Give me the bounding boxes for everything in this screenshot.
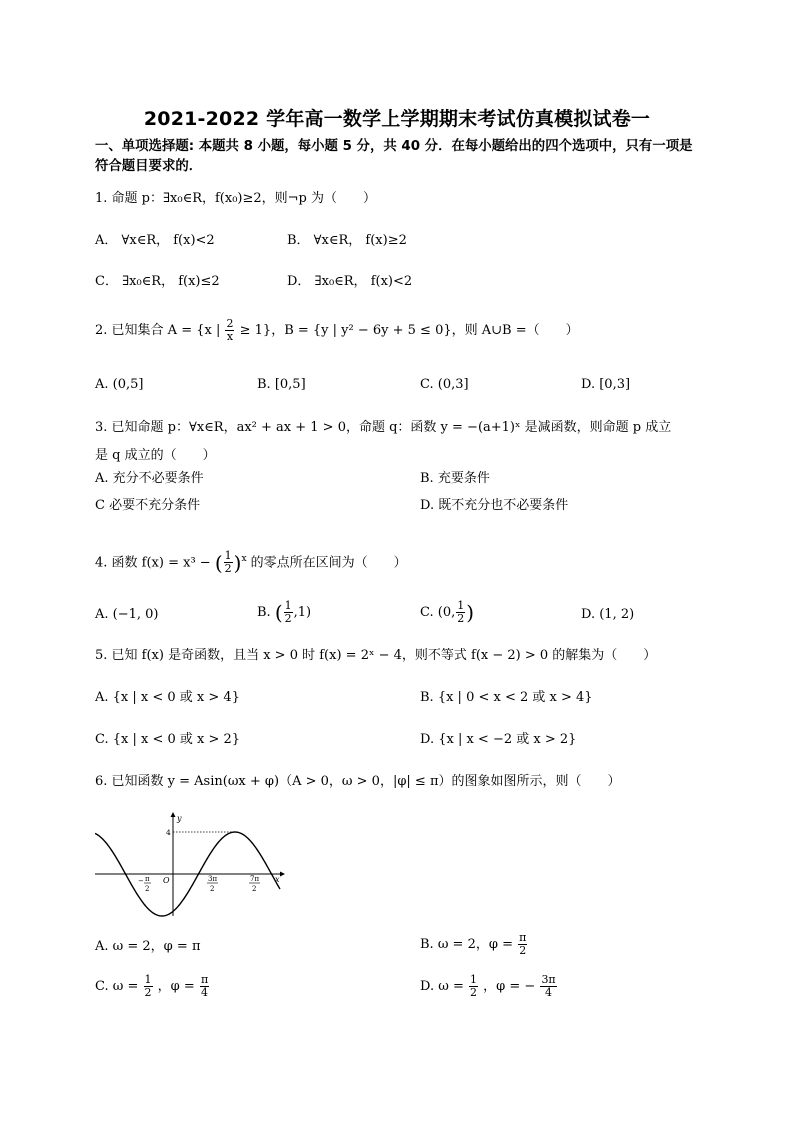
question-2-stem-a: 2. 已知集合 A = {x |	[95, 323, 221, 338]
tick1-sign: −	[138, 877, 144, 885]
question-6-option-c-prefix: C. ω =	[95, 979, 139, 994]
question-6-option-c-mid: ，φ =	[157, 979, 195, 994]
question-4-option-b-den: 2	[284, 612, 292, 625]
question-4-option-c-num: 1	[457, 599, 465, 612]
question-4-option-b-paren: (	[274, 600, 283, 625]
question-6-option-d-den2: 4	[545, 986, 553, 999]
question-6-option-c	[95, 974, 210, 999]
question-1-option-c: C． ∃x₀∈R， f(x)≤2	[95, 274, 220, 289]
question-6-option-d-fraction-1	[469, 974, 478, 999]
question-6-stem: 6. 已知函数 y = Asin(ωx + φ)（A > 0，ω > 0，|φ| ≤ π）的图象如图所示，则（ ）	[95, 774, 621, 789]
question-5-option-a: A. {x | x < 0 或 x > 4}	[95, 690, 240, 705]
question-3-stem-cont: 是 q 成立的（ ）	[95, 448, 216, 463]
question-4-option-b	[257, 600, 311, 625]
question-6-option-b-den: 2	[519, 944, 527, 957]
question-4-frac-den: 2	[224, 562, 232, 576]
question-6-option-d	[420, 974, 558, 999]
y-axis-arrow	[171, 812, 176, 817]
question-2-frac-den: x	[226, 330, 234, 343]
tick2-den: 2	[210, 885, 215, 893]
question-5-option-c: C. {x | x < 0 或 x > 2}	[95, 732, 241, 747]
question-2-option-d: D. [0,3]	[581, 377, 631, 392]
question-4-stem	[95, 550, 407, 575]
question-4-paren-right: )	[233, 550, 242, 575]
question-5-stem: 5. 已知 f(x) 是奇函数，且当 x > 0 时 f(x) = 2ˣ − 4，则不等式 f(x − 2) > 0 的解集为（ ）	[95, 648, 657, 663]
origin-label: O	[163, 876, 170, 885]
section-heading-line1: 一、单项选择题: 本题共 8 小题，每小题 5 分，共 40 分．在每小题给出的四个选项中，只有一项是	[95, 139, 693, 154]
question-4-option-b-fraction	[284, 600, 293, 625]
question-6-option-c-fraction-2	[200, 974, 209, 999]
question-1-option-a: A． ∀x∈R， f(x)<2	[95, 233, 215, 248]
question-4-option-b-prefix: B.	[257, 605, 271, 620]
section-heading	[95, 137, 705, 177]
question-6-option-c-fraction-1	[144, 974, 153, 999]
question-3-option-d: D. 既不充分也不必要条件	[420, 498, 569, 513]
sine-graph	[95, 812, 285, 918]
question-4-option-d: D. (1, 2)	[581, 607, 635, 622]
tick2-num: 3π	[208, 875, 218, 883]
x-axis-arrow	[280, 872, 285, 877]
question-4-fraction	[224, 550, 233, 575]
question-5-option-b: B. {x | 0 < x < 2 或 x > 4}	[420, 690, 593, 705]
question-4-option-c-den: 2	[457, 612, 465, 625]
question-1-stem: 1. 命题 p：∃x₀∈R，f(x₀)≥2，则¬p 为（ ）	[95, 191, 377, 206]
question-4-exponent: x	[241, 554, 247, 564]
question-4-stem-b: 的零点所在区间为（ ）	[250, 555, 407, 571]
tick1-den: 2	[145, 885, 150, 893]
question-6-option-b-fraction	[518, 932, 527, 957]
question-2-frac-num: 2	[226, 317, 234, 330]
question-4-option-c	[420, 600, 474, 625]
question-6-option-d-num2: 3π	[541, 973, 556, 986]
question-4-frac-num: 1	[224, 549, 232, 563]
question-6-option-c-den1: 2	[144, 986, 152, 999]
question-6-option-d-prefix: D. ω =	[420, 979, 464, 994]
tick1-num: π	[145, 875, 150, 883]
question-6-option-b-num: π	[519, 931, 527, 944]
question-2-option-b: B. [0,5]	[257, 377, 306, 392]
question-6-option-b	[420, 932, 528, 957]
question-6-option-d-den1: 2	[470, 986, 477, 999]
question-4-option-a: A. (−1, 0)	[95, 607, 159, 622]
question-6-option-b-prefix: B. ω = 2，φ =	[420, 937, 513, 952]
question-2-fraction	[225, 318, 234, 343]
tick3-num: 7π	[250, 875, 260, 883]
question-6-option-d-mid: ，φ = −	[483, 979, 536, 994]
question-3-option-c: C 必要不充分条件	[95, 498, 201, 513]
question-1-option-b: B． ∀x∈R， f(x)≥2	[287, 233, 407, 248]
question-3-option-a: A. 充分不必要条件	[95, 471, 204, 486]
question-4-option-b-suffix: ,1)	[293, 605, 312, 620]
tick3-den: 2	[252, 885, 257, 893]
question-4-option-c-prefix: C.	[420, 605, 434, 620]
x-axis-label: x	[275, 875, 280, 884]
question-3-stem: 3. 已知命题 p：∀x∈R，ax² + ax + 1 > 0，命题 q：函数 y = −(a+1)ˣ 是减函数，则命题 p 成立	[95, 420, 672, 435]
page-title: 2021-2022 学年高一数学上学期期末考试仿真模拟试卷一	[143, 108, 651, 130]
question-6-option-c-num2: π	[200, 973, 209, 986]
question-3-option-b: B. 充要条件	[420, 471, 490, 486]
question-4-option-b-num: 1	[284, 599, 292, 612]
question-4-option-c-mid: (0,	[437, 605, 456, 620]
question-5-option-d: D. {x | x < −2 或 x > 2}	[420, 732, 577, 747]
question-6-option-c-den2: 4	[201, 986, 209, 999]
question-2-stem	[95, 318, 579, 343]
question-4-option-c-paren: )	[466, 600, 475, 625]
question-4-option-c-fraction	[456, 600, 465, 625]
question-6-option-c-num1: 1	[144, 973, 152, 986]
question-6-option-a: A. ω = 2，φ = π	[95, 939, 201, 954]
question-4-stem-a: 4. 函数 f(x) = x³ −	[95, 555, 211, 571]
question-4-paren-left: (	[214, 550, 223, 575]
y-axis-label: y	[177, 814, 182, 823]
max-label: 4	[166, 828, 171, 837]
question-1-option-d: D． ∃x₀∈R， f(x)<2	[287, 274, 413, 289]
question-2-option-c: C. (0,3]	[420, 377, 469, 392]
question-2-option-a: A. (0,5]	[95, 377, 144, 392]
section-heading-line2: 符合题目要求的．	[95, 159, 203, 174]
question-6-option-d-fraction-2	[540, 974, 556, 999]
question-6-option-d-num1: 1	[470, 973, 477, 986]
question-2-stem-b: ≥ 1}，B = {y | y² − 6y + 5 ≤ 0}，则 A∪B =（ ）	[239, 323, 579, 338]
